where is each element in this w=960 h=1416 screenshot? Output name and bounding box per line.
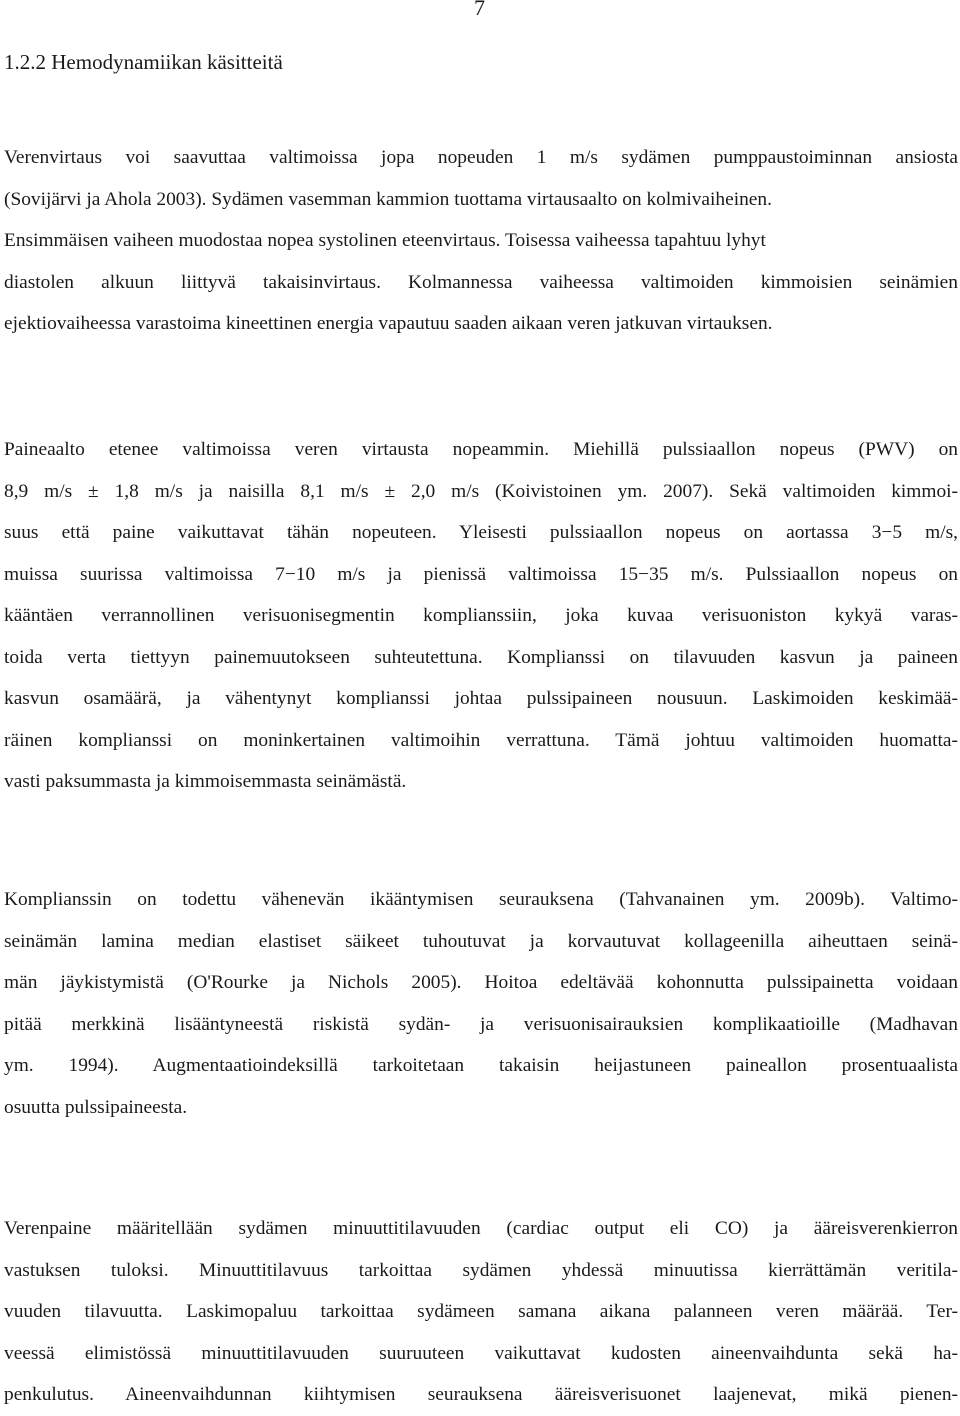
text-line: Ensimmäisen vaiheen muodostaa nopea systolinen eteenvirtaus. Toisessa vaiheessa tapahtuu lyhyt: [4, 230, 766, 251]
text-line: toida verta tiettyyn painemuutokseen suhteutettuna. Komplianssi on tilavuuden kasvun ja paineen: [4, 646, 958, 668]
paragraph-3: [4, 879, 958, 1128]
text-line: vastuksen tuloksi. Minuuttitilavuus tarkoittaa sydämen yhdessä minuutissa kierrättämän veritila-: [4, 1259, 958, 1281]
page-number: 7: [474, 0, 485, 20]
text-line: Verenpaine määritellään sydämen minuuttitilavuuden (cardiac output eli CO) ja ääreisverenkierron: [4, 1218, 958, 1239]
text-line: ym. 1994). Augmentaatioindeksillä tarkoitetaan takaisin heijastuneen paineallon prosentuaalista: [4, 1055, 958, 1076]
section-heading: 1.2.2 Hemodynamiikan käsitteitä: [4, 50, 283, 74]
text-line: veessä elimistössä minuuttitilavuuden suuruuteen vaikuttavat kudosten aineenvaihdunta sekä ha-: [4, 1342, 958, 1364]
text-line: kääntäen verrannollinen verisuonisegmentin komplianssiin, joka kuvaa verisuoniston kykyä varas-: [4, 605, 958, 626]
text-line: muissa suurissa valtimoissa 7−10 m/s ja pienissä valtimoissa 15−35 m/s. Pulssiaallon nopeus on: [4, 563, 958, 585]
text-line: diastolen alkuun liittyvä takaisinvirtaus. Kolmannessa vaiheessa valtimoiden kimmoisien seinämien: [4, 271, 958, 293]
text-line: penkulutus. Aineenvaihdunnan kiihtymisen seurauksena ääreisverisuonet laajenevat, mikä pienen-: [4, 1384, 958, 1405]
paragraph-4: [4, 1208, 958, 1416]
text-line: kasvun osamäärä, ja vähentynyt komplianssi johtaa pulssipaineen nousuun. Laskimoiden keskimää-: [4, 688, 958, 709]
text-line: räinen komplianssi on moninkertainen valtimoihin verrattuna. Tämä johtuu valtimoiden huomatta-: [4, 729, 958, 751]
text-line: 8,9 m/s ± 1,8 m/s ja naisilla 8,1 m/s ± 2,0 m/s (Koivistoinen ym. 2007). Sekä valtimoiden kimmoi-: [4, 480, 958, 502]
text-line: osuutta pulssipaineesta.: [4, 1096, 188, 1118]
text-line: män jäykistymistä (O'Rourke ja Nichols 2005). Hoitoa edeltävää kohonnutta pulssipainetta voidaan: [4, 972, 958, 993]
text-line: vuuden tilavuutta. Laskimopaluu tarkoittaa sydämeen samana aikana palanneen veren määrää. Ter-: [4, 1301, 958, 1322]
text-line: vasti paksummasta ja kimmoisemmasta seinämästä.: [4, 771, 407, 792]
text-line: seinämän lamina median elastiset säikeet tuhoutuvat ja korvautuvat kollageenilla aiheuttaen seinä-: [4, 930, 958, 952]
text-line: suus että paine vaikuttavat tähän nopeuteen. Yleisesti pulssiaallon nopeus on aortassa 3−5 m/s,: [4, 522, 958, 543]
paragraph-2: [4, 429, 958, 803]
text-line: Paineaalto etenee valtimoissa veren virtausta nopeammin. Miehillä pulssiaallon nopeus (PWV) on: [4, 439, 958, 460]
text-line: (Sovijärvi ja Ahola 2003). Sydämen vasemman kammion tuottama virtausaalto on kolmivaiheinen.: [4, 188, 772, 210]
text-line: pitää merkkinä lisääntyneestä riskistä sydän- ja verisuonisairauksien komplikaatioille (Madhavan: [4, 1013, 958, 1035]
text-line: ejektiovaiheessa varastoima kineettinen energia vapautuu saaden aikaan veren jatkuvan virtauksen.: [4, 313, 773, 334]
text-line: Komplianssin on todettu vähenevän ikääntymisen seurauksena (Tahvanainen ym. 2009b). Valtimo-: [4, 889, 958, 910]
text-line: Verenvirtaus voi saavuttaa valtimoissa jopa nopeuden 1 m/s sydämen pumppaustoiminnan ansiosta: [4, 147, 958, 168]
paragraph-1: [4, 137, 958, 345]
